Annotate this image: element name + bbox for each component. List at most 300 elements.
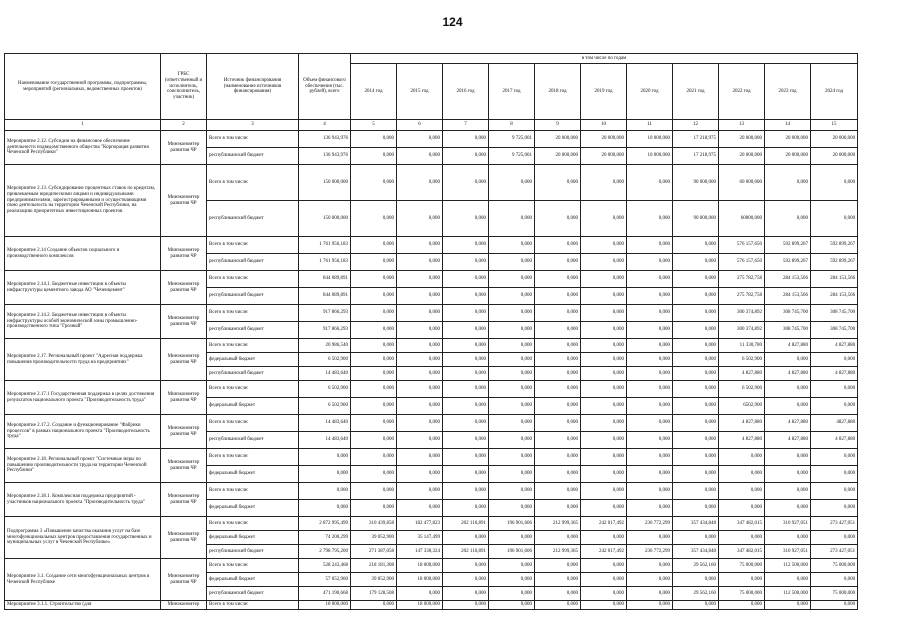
amount-cell: 11 330,780 — [719, 339, 765, 353]
amount-cell: 0,000 — [489, 305, 535, 322]
amount-cell: 0,000 — [581, 559, 627, 573]
amount-cell: 0,000 — [627, 449, 673, 466]
amount-cell: 4 827,880 — [765, 415, 811, 432]
measure-name: Мероприятие 3.1. Создание сети многофункциональных центров в Чеченской Республике — [5, 559, 161, 601]
amount-cell: 0,000 — [581, 531, 627, 545]
amount-cell: 0,000 — [443, 288, 489, 305]
amount-cell: 0,000 — [535, 601, 581, 610]
header-source: Источник финансирования (наименование источников финансирования) — [207, 54, 299, 120]
table-row — [5, 415, 858, 432]
amount-cell: 0,000 — [397, 466, 443, 483]
header-total: Объем финансового обеспечения (тыс. рублей), всего — [299, 54, 351, 120]
amount-cell: 0,000 — [811, 201, 858, 237]
amount-cell: 2 798 795,200 — [299, 545, 351, 559]
amount-cell: 6502,900 — [719, 398, 765, 415]
amount-cell: 0,000 — [627, 201, 673, 237]
funding-source: Всего в том числе: — [207, 381, 299, 398]
measure-grbs: Минэкономтер развития ЧР — [161, 483, 207, 517]
amount-cell: 0,000 — [489, 466, 535, 483]
amount-cell: 17 218,975 — [673, 148, 719, 165]
amount-cell: 0,000 — [351, 201, 397, 237]
table-row — [5, 483, 858, 500]
amount-cell: 0,000 — [811, 500, 858, 517]
amount-cell: 0,000 — [535, 415, 581, 432]
amount-cell: 0,000 — [627, 466, 673, 483]
amount-cell: 90 000,000 — [673, 201, 719, 237]
amount-cell: 0,000 — [489, 415, 535, 432]
amount-cell: 4 827,880 — [811, 339, 858, 353]
measure-grbs: Минэкономтер развития ЧР — [161, 339, 207, 381]
amount-cell: 0,000 — [673, 601, 719, 610]
header-column-number: 13 — [719, 120, 765, 131]
measure-grbs: Минэкономтер развития ЧР — [161, 415, 207, 449]
amount-cell: 0,000 — [535, 339, 581, 353]
amount-cell: 0,000 — [489, 322, 535, 339]
amount-cell: 0,000 — [627, 165, 673, 201]
amount-cell: 75 000,000 — [811, 559, 858, 573]
amount-cell: 10 000,000 — [627, 148, 673, 165]
funding-source: республиканский бюджет — [207, 367, 299, 381]
table-row — [5, 559, 858, 573]
measure-name: Мероприятие 3.1.1. Строительство (для — [5, 601, 161, 610]
amount-cell: 592 899,267 — [811, 254, 858, 271]
amount-cell: 0,000 — [397, 305, 443, 322]
amount-cell: 0,000 — [443, 398, 489, 415]
amount-cell: 6 502,900 — [719, 381, 765, 398]
measure-name: Мероприятие 2.12. Субсидии на финансовое обеспечение деятельности подведомственного общества "Корпорация развития Чеченской Республики" — [5, 131, 161, 165]
amount-cell: 212 999,365 — [535, 545, 581, 559]
amount-cell: 112 500,000 — [765, 559, 811, 573]
header-year: 2018 год — [535, 64, 581, 120]
measure-name: Мероприятие 2.13. Субсидирование процентных ставок по кредитам, привлекаемым юридическими лицами и индивидуальными предпринимателями, зарегистрированными и осуществляющими свою деятельность на территории Чеченской Республики, на реализацию приоритетных инвестиционных проектов — [5, 165, 161, 237]
funding-source: Всего в том числе: — [207, 339, 299, 353]
amount-cell: 0,000 — [397, 131, 443, 148]
amount-cell: 90 000,000 — [673, 165, 719, 201]
amount-cell: 0,000 — [443, 587, 489, 601]
amount-cell: 0,000 — [581, 367, 627, 381]
amount-cell: 0,000 — [351, 381, 397, 398]
amount-cell: 0,000 — [581, 353, 627, 367]
amount-cell: 0,000 — [351, 398, 397, 415]
funding-source: республиканский бюджет — [207, 254, 299, 271]
amount-cell: 0,000 — [489, 500, 535, 517]
amount-cell: 0,000 — [535, 367, 581, 381]
amount-cell: 0,000 — [443, 254, 489, 271]
amount-cell: 0,000 — [673, 531, 719, 545]
header-grbs: ГРБС (ответственный и исполнитель, соисполнитель, участник) — [161, 54, 207, 120]
amount-cell: 0,000 — [627, 601, 673, 610]
amount-cell: 29 562,160 — [673, 559, 719, 573]
amount-cell: 0,000 — [673, 398, 719, 415]
amount-cell: 0,000 — [489, 381, 535, 398]
amount-cell: 20 000,000 — [719, 131, 765, 148]
amount-cell: 0,000 — [581, 201, 627, 237]
amount-cell: 39 052,900 — [351, 531, 397, 545]
header-column-number: 12 — [673, 120, 719, 131]
header-column-number: 8 — [489, 120, 535, 131]
amount-cell: 0,000 — [581, 305, 627, 322]
amount-cell: 20 000,000 — [535, 148, 581, 165]
measure-name: Мероприятие 2.17.2. Создание и функционирование "Фабрики процессов" в рамках национального проекта "Производительность труда" — [5, 415, 161, 449]
amount-cell: 0,000 — [351, 339, 397, 353]
measure-name: Мероприятие 2.14.2. Бюджетные инвестиции в объекты инфраструктуры особой экономической зоны промышленно-производственного типа "Грозный" — [5, 305, 161, 339]
amount-cell: 20 000,000 — [765, 131, 811, 148]
amount-cell: 273 427,051 — [811, 517, 858, 531]
amount-cell: 0,000 — [673, 237, 719, 254]
header-year: 2021 год — [673, 64, 719, 120]
amount-cell: 0,000 — [627, 254, 673, 271]
amount-cell: 1 761 956,183 — [299, 254, 351, 271]
amount-cell: 0,000 — [535, 398, 581, 415]
amount-cell: 0,000 — [443, 339, 489, 353]
amount-cell: 0,000 — [397, 201, 443, 237]
amount-cell: 17 218,975 — [673, 131, 719, 148]
amount-cell: 0,000 — [489, 339, 535, 353]
header-column-number: 2 — [161, 120, 207, 131]
amount-cell: 0,000 — [673, 573, 719, 587]
amount-cell: 0,000 — [719, 449, 765, 466]
funding-source: федеральный бюджет — [207, 398, 299, 415]
amount-cell: 0,000 — [811, 531, 858, 545]
amount-cell: 0,000 — [581, 254, 627, 271]
funding-source: республиканский бюджет — [207, 201, 299, 237]
amount-cell: 0,000 — [627, 381, 673, 398]
amount-cell: 0,000 — [535, 254, 581, 271]
amount-cell: 0,000 — [535, 353, 581, 367]
header-years-group: в том числе по годам — [351, 54, 858, 64]
amount-cell: 0,000 — [719, 601, 765, 610]
amount-cell: 576 157,650 — [719, 254, 765, 271]
amount-cell: 0,000 — [811, 449, 858, 466]
amount-cell: 300 374,892 — [719, 322, 765, 339]
header-year: 2023 год — [765, 64, 811, 120]
amount-cell: 0,000 — [535, 381, 581, 398]
amount-cell: 284 153,566 — [811, 271, 858, 288]
amount-cell: 4 827,880 — [765, 339, 811, 353]
funding-source: Всего в том числе: — [207, 165, 299, 201]
amount-cell: 0,000 — [443, 367, 489, 381]
amount-cell: 20 000,000 — [581, 148, 627, 165]
amount-cell: 196 901,606 — [489, 517, 535, 531]
amount-cell: 0,000 — [811, 165, 858, 201]
amount-cell: 0,000 — [397, 449, 443, 466]
amount-cell: 20 000,000 — [811, 148, 858, 165]
amount-cell: 284 153,566 — [765, 271, 811, 288]
amount-cell: 0,000 — [627, 415, 673, 432]
funding-source: республиканский бюджет — [207, 545, 299, 559]
amount-cell: 0,000 — [535, 271, 581, 288]
table-row — [5, 339, 858, 353]
amount-cell: 0,000 — [397, 353, 443, 367]
amount-cell: 0,000 — [443, 483, 489, 500]
amount-cell: 0,000 — [581, 165, 627, 201]
funding-source: федеральный бюджет — [207, 531, 299, 545]
header-column-number: 9 — [535, 120, 581, 131]
measure-grbs: Минэкономтер — [161, 601, 207, 610]
amount-cell: 0,000 — [627, 559, 673, 573]
measure-grbs: Минэкономтер развития ЧР — [161, 131, 207, 165]
amount-cell: 6 502,900 — [299, 398, 351, 415]
amount-cell: 0,000 — [489, 573, 535, 587]
funding-source: республиканский бюджет — [207, 587, 299, 601]
page-number: 124 — [442, 15, 463, 29]
amount-cell: 0,000 — [811, 466, 858, 483]
measure-grbs: Минэкономтер развития ЧР — [161, 271, 207, 305]
amount-cell: 9 725,001 — [489, 148, 535, 165]
amount-cell: 20 000,000 — [765, 148, 811, 165]
header-name: Наименование государственной программы, подпрограммы, мероприятий (региональных, ведомственных проектов) — [5, 54, 161, 120]
amount-cell: 271 387,058 — [351, 545, 397, 559]
amount-cell: 0,000 — [397, 148, 443, 165]
amount-cell: 0,000 — [443, 559, 489, 573]
table-row — [5, 449, 858, 466]
amount-cell: 844 089,891 — [299, 271, 351, 288]
table-row — [5, 305, 858, 322]
amount-cell: 0,000 — [627, 432, 673, 449]
amount-cell: 308 745,700 — [765, 322, 811, 339]
amount-cell: 0,000 — [535, 500, 581, 517]
measure-grbs: Минэкономтер развития ЧР — [161, 237, 207, 271]
amount-cell: 0,000 — [351, 500, 397, 517]
funding-source: Всего в том числе: — [207, 131, 299, 148]
amount-cell: 0,000 — [351, 449, 397, 466]
funding-source: федеральный бюджет — [207, 353, 299, 367]
amount-cell: 0,000 — [489, 254, 535, 271]
header-column-number: 14 — [765, 120, 811, 131]
amount-cell: 0,000 — [489, 271, 535, 288]
amount-cell: 0,000 — [535, 483, 581, 500]
amount-cell: 0,000 — [443, 573, 489, 587]
amount-cell: 0,000 — [765, 466, 811, 483]
measure-name: Мероприятие 2.17.1 Государственная поддержка в целях достижения результатов национального проекта "Производительность труда" — [5, 381, 161, 415]
amount-cell: 0,000 — [489, 483, 535, 500]
amount-cell: 0,000 — [765, 201, 811, 237]
amount-cell: 310 927,051 — [765, 545, 811, 559]
amount-cell: 0,000 — [397, 415, 443, 432]
amount-cell: 0,000 — [443, 148, 489, 165]
amount-cell: 112 500,000 — [765, 587, 811, 601]
amount-cell: 0,000 — [627, 288, 673, 305]
amount-cell: 0,000 — [351, 367, 397, 381]
amount-cell: 0,000 — [535, 322, 581, 339]
amount-cell: 0,000 — [351, 483, 397, 500]
amount-cell: 0,000 — [673, 500, 719, 517]
funding-source: федеральный бюджет — [207, 500, 299, 517]
amount-cell: 75 000,000 — [811, 587, 858, 601]
amount-cell: 0,000 — [489, 201, 535, 237]
amount-cell: 4 827,880 — [811, 367, 858, 381]
amount-cell: 4827,880 — [811, 415, 858, 432]
amount-cell: 35 147,499 — [397, 531, 443, 545]
amount-cell: 0,000 — [535, 305, 581, 322]
measure-name: Подпрограмма 3 «Повышение качества оказания услуг на базе многофункциональных центров предоставления государственных и муниципальных услуг в Чеченской Республике» — [5, 517, 161, 559]
funding-source: республиканский бюджет — [207, 288, 299, 305]
amount-cell: 0,000 — [811, 398, 858, 415]
amount-cell: 0,000 — [765, 353, 811, 367]
amount-cell: 0,000 — [397, 254, 443, 271]
amount-cell: 20 000,000 — [535, 131, 581, 148]
amount-cell: 29 562,160 — [673, 587, 719, 601]
amount-cell: 308 745,700 — [765, 305, 811, 322]
amount-cell: 0,000 — [351, 322, 397, 339]
amount-cell: 0,000 — [581, 432, 627, 449]
amount-cell: 74 200,299 — [299, 531, 351, 545]
amount-cell: 0,000 — [397, 165, 443, 201]
amount-cell: 0,000 — [581, 466, 627, 483]
table-row — [5, 271, 858, 288]
amount-cell: 0,000 — [581, 237, 627, 254]
amount-cell: 0,000 — [719, 500, 765, 517]
amount-cell: 236 772,299 — [627, 545, 673, 559]
amount-cell: 147 330,324 — [397, 545, 443, 559]
amount-cell: 0,000 — [299, 466, 351, 483]
table-row — [5, 601, 858, 610]
amount-cell: 0,000 — [765, 165, 811, 201]
amount-cell: 0,000 — [673, 449, 719, 466]
header-column-number: 11 — [627, 120, 673, 131]
amount-cell: 20 000,000 — [719, 148, 765, 165]
header-column-number: 10 — [581, 120, 627, 131]
amount-cell: 0,000 — [811, 483, 858, 500]
amount-cell: 4 827,880 — [765, 432, 811, 449]
amount-cell: 310 439,858 — [351, 517, 397, 531]
amount-cell: 0,000 — [489, 559, 535, 573]
amount-cell: 0,000 — [443, 271, 489, 288]
amount-cell: 14 483,640 — [299, 432, 351, 449]
amount-cell: 0,000 — [489, 531, 535, 545]
amount-cell: 0,000 — [397, 271, 443, 288]
amount-cell: 0,000 — [811, 573, 858, 587]
amount-cell: 0,000 — [443, 305, 489, 322]
amount-cell: 242 017,492 — [581, 545, 627, 559]
funding-source: республиканский бюджет — [207, 432, 299, 449]
amount-cell: 0,000 — [535, 165, 581, 201]
amount-cell: 0,000 — [489, 353, 535, 367]
amount-cell: 592 899,267 — [765, 254, 811, 271]
header-column-number: 1 — [5, 120, 161, 131]
amount-cell: 0,000 — [765, 500, 811, 517]
amount-cell: 0,000 — [581, 573, 627, 587]
amount-cell: 0,000 — [443, 415, 489, 432]
amount-cell: 0,000 — [719, 483, 765, 500]
funding-source: республиканский бюджет — [207, 148, 299, 165]
amount-cell: 4 827,880 — [719, 367, 765, 381]
amount-cell: 212 999,365 — [535, 517, 581, 531]
table-row — [5, 237, 858, 254]
amount-cell: 0,000 — [299, 500, 351, 517]
amount-cell: 275 782,758 — [719, 271, 765, 288]
amount-cell: 0,000 — [489, 165, 535, 201]
table-row — [5, 131, 858, 148]
amount-cell: 4 827,880 — [811, 432, 858, 449]
amount-cell: 0,000 — [351, 254, 397, 271]
amount-cell: 0,000 — [351, 237, 397, 254]
amount-cell: 0,000 — [581, 601, 627, 610]
amount-cell: 0,000 — [299, 483, 351, 500]
funding-source: федеральный бюджет — [207, 466, 299, 483]
amount-cell: 150 000,000 — [299, 165, 351, 201]
amount-cell: 0,000 — [351, 165, 397, 201]
measure-grbs: Минэкономтер развития ЧР — [161, 381, 207, 415]
amount-cell: 0,000 — [765, 573, 811, 587]
amount-cell: 308 745,700 — [811, 305, 858, 322]
amount-cell: 0,000 — [397, 237, 443, 254]
amount-cell: 0,000 — [581, 339, 627, 353]
amount-cell: 357 434,848 — [673, 517, 719, 531]
amount-cell: 917 866,293 — [299, 322, 351, 339]
amount-cell: 0,000 — [535, 288, 581, 305]
amount-cell: 14 483,640 — [299, 415, 351, 432]
table-row — [5, 517, 858, 531]
amount-cell: 75 000,000 — [719, 587, 765, 601]
measure-grbs: Минэкономтер развития ЧР — [161, 165, 207, 237]
amount-cell: 18 000,000 — [397, 601, 443, 610]
amount-cell: 60 000,000 — [719, 165, 765, 201]
amount-cell: 592 899,267 — [765, 237, 811, 254]
measure-name: Мероприятие 2.18.1. Комплексная поддержка предприятий - участников национального проекта "Производительность труда" — [5, 483, 161, 517]
amount-cell: 0,000 — [443, 381, 489, 398]
funding-source: Всего в том числе: — [207, 237, 299, 254]
amount-cell: 18 000,000 — [299, 601, 351, 610]
amount-cell: 4 827,880 — [719, 432, 765, 449]
amount-cell: 0,000 — [581, 449, 627, 466]
header-column-number: 15 — [811, 120, 858, 131]
amount-cell: 4 827,880 — [719, 415, 765, 432]
amount-cell: 0,000 — [765, 483, 811, 500]
amount-cell: 0,000 — [535, 432, 581, 449]
amount-cell: 6 502,900 — [719, 353, 765, 367]
amount-cell: 0,000 — [299, 449, 351, 466]
financing-table — [4, 53, 858, 610]
table-row — [5, 381, 858, 398]
amount-cell: 0,000 — [581, 500, 627, 517]
funding-source: Всего в том числе: — [207, 517, 299, 531]
amount-cell: 0,000 — [719, 531, 765, 545]
amount-cell: 0,000 — [351, 305, 397, 322]
amount-cell: 0,000 — [397, 500, 443, 517]
amount-cell: 0,000 — [581, 587, 627, 601]
funding-source: Всего в том числе: — [207, 449, 299, 466]
amount-cell: 0,000 — [535, 449, 581, 466]
amount-cell: 0,000 — [397, 367, 443, 381]
funding-source: Всего в том числе: — [207, 601, 299, 610]
amount-cell: 0,000 — [581, 288, 627, 305]
amount-cell: 0,000 — [443, 201, 489, 237]
amount-cell: 0,000 — [627, 305, 673, 322]
measure-name: Мероприятие 2.17. Региональный проект "Адресная поддержка повышения производительности труда на предприятиях" — [5, 339, 161, 381]
amount-cell: 0,000 — [397, 432, 443, 449]
amount-cell: 0,000 — [397, 587, 443, 601]
amount-cell: 0,000 — [673, 271, 719, 288]
amount-cell: 0,000 — [581, 322, 627, 339]
amount-cell: 0,000 — [397, 339, 443, 353]
header-year: 2017 год — [489, 64, 535, 120]
amount-cell: 0,000 — [627, 353, 673, 367]
amount-cell: 0,000 — [443, 531, 489, 545]
measure-name: Мероприятие 2.18. Региональный проект "Системные меры по повышению производительности труда на территории Чеченской Республики" — [5, 449, 161, 483]
amount-cell: 0,000 — [673, 254, 719, 271]
amount-cell: 179 128,508 — [351, 587, 397, 601]
amount-cell: 182 477,823 — [397, 517, 443, 531]
amount-cell: 0,000 — [673, 367, 719, 381]
amount-cell: 0,000 — [489, 288, 535, 305]
amount-cell: 0,000 — [673, 353, 719, 367]
amount-cell: 0,000 — [627, 339, 673, 353]
measure-name: Мероприятие 2.14 Создание объектов социального и производственного комплексов — [5, 237, 161, 271]
funding-source: федеральный бюджет — [207, 573, 299, 587]
amount-cell: 39 052,900 — [351, 573, 397, 587]
funding-source: Всего в том числе: — [207, 483, 299, 500]
